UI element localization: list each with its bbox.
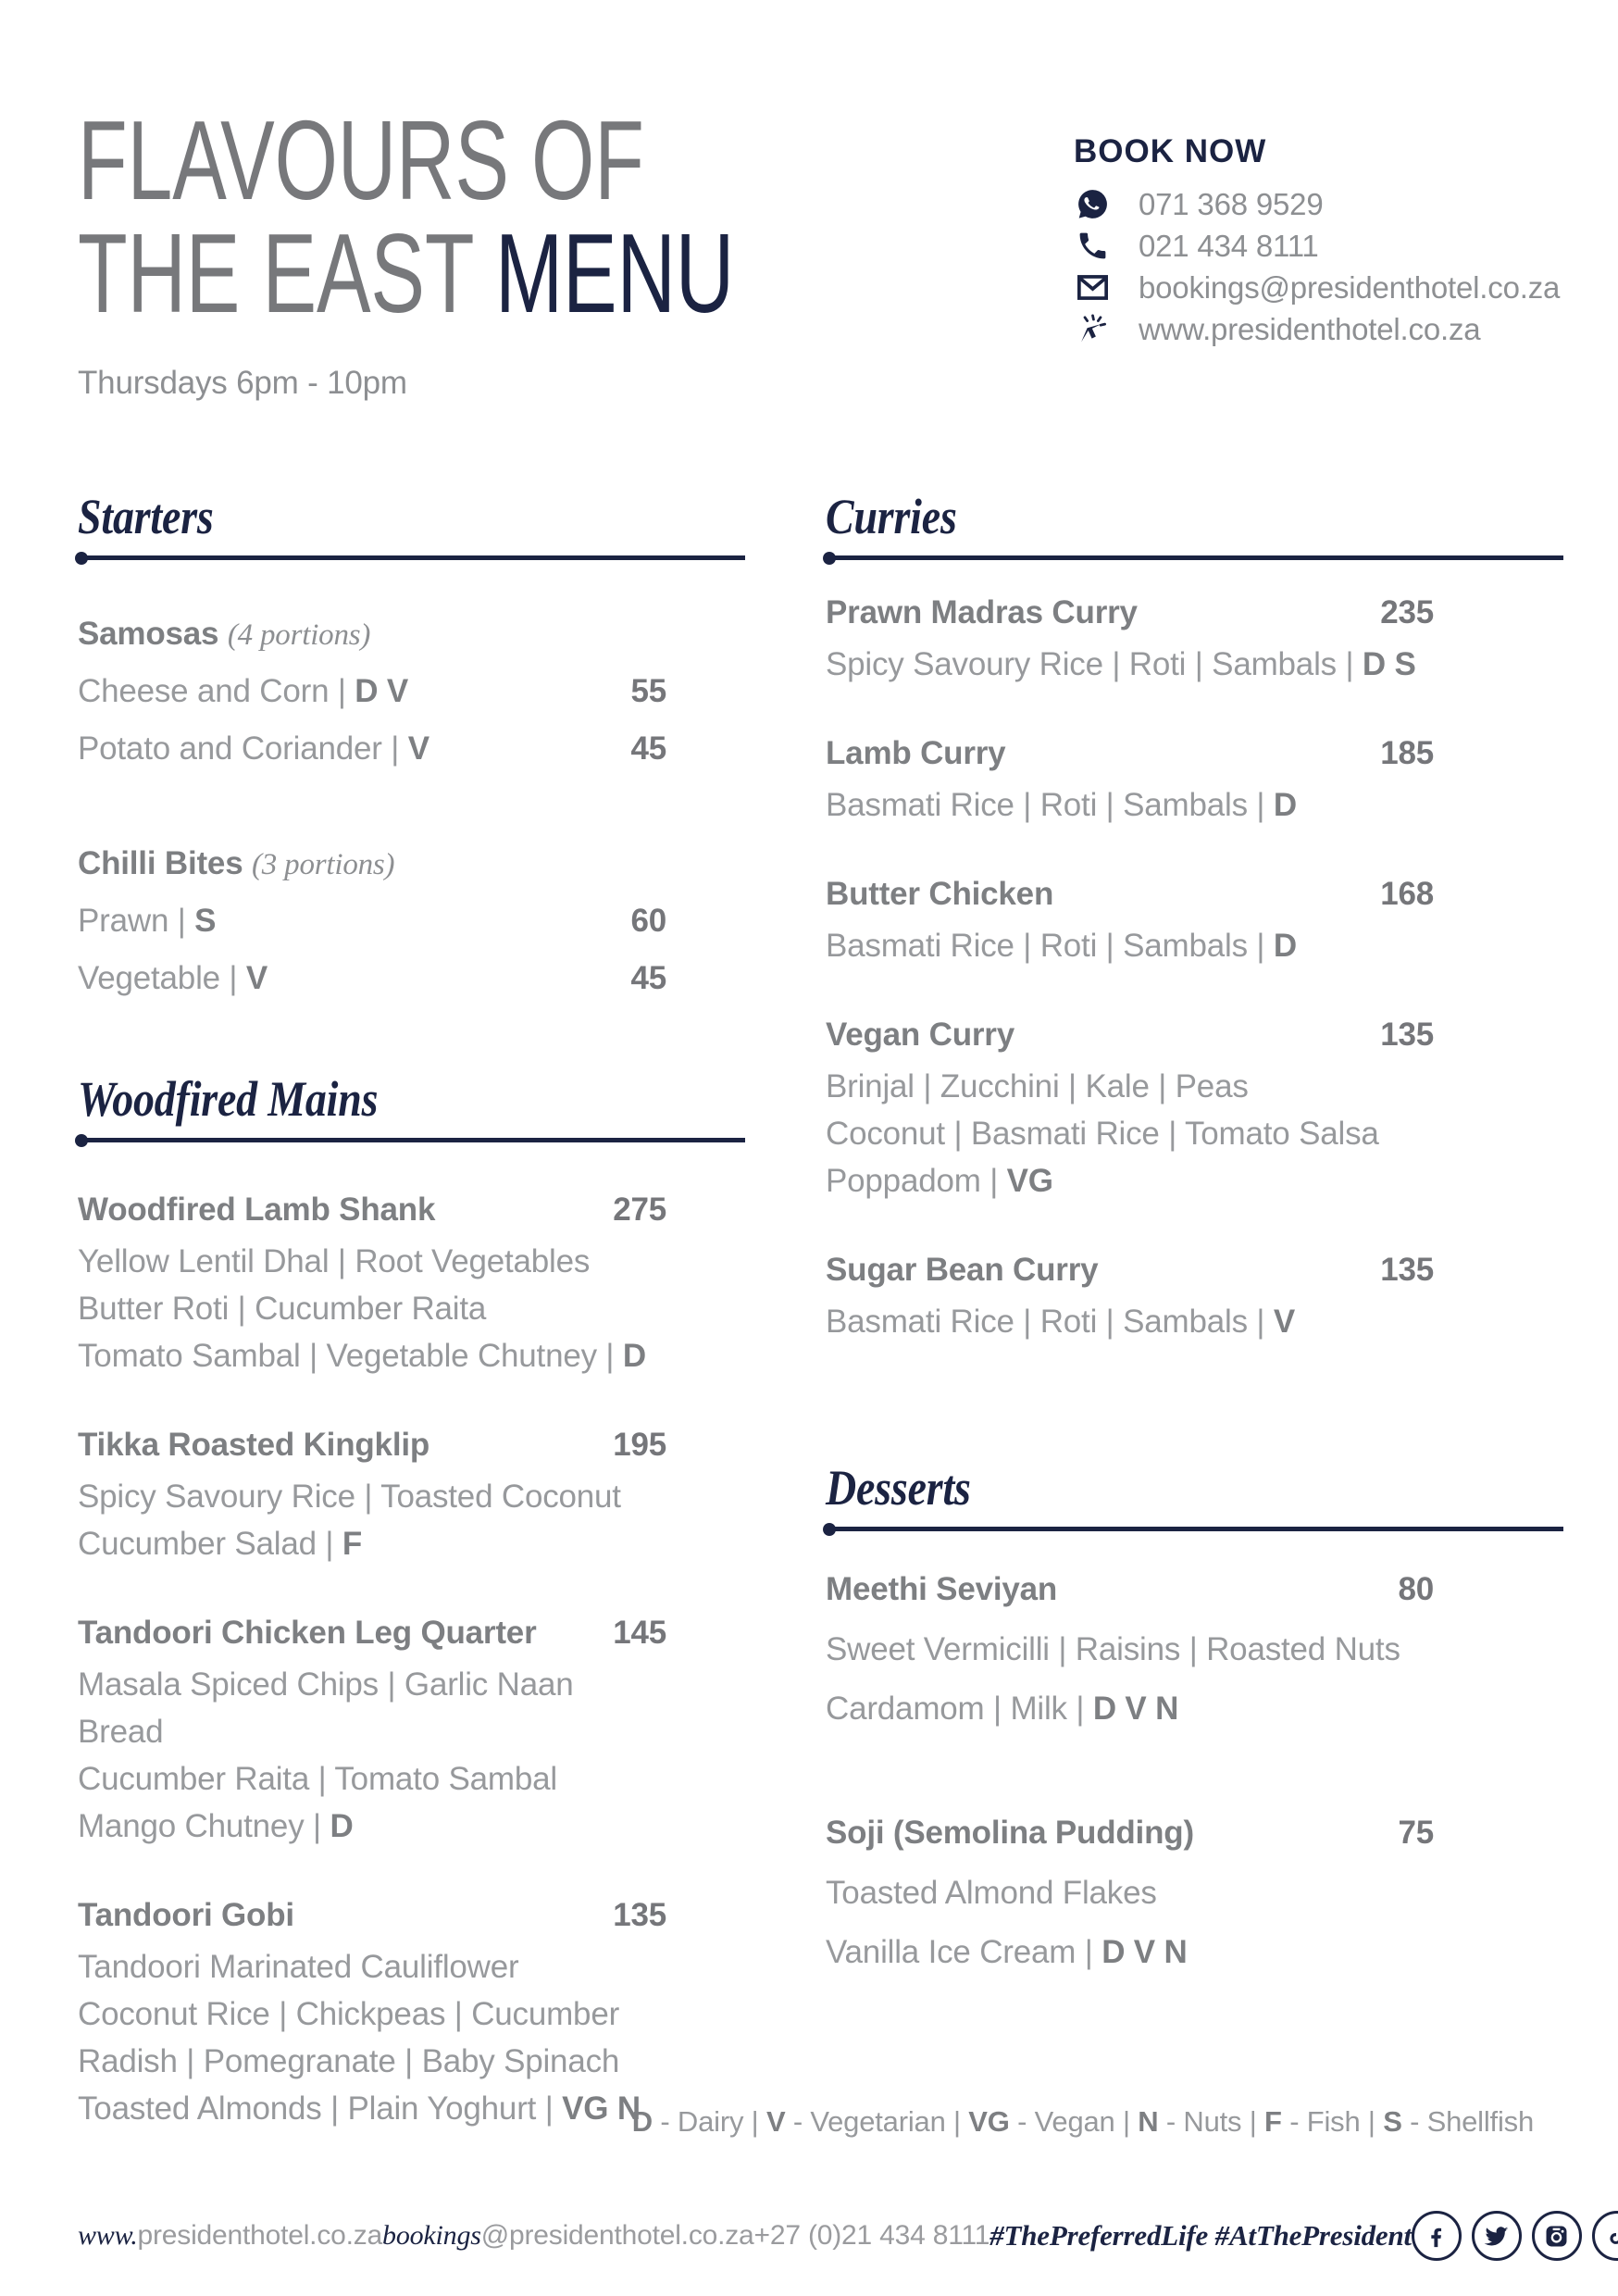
dish-name: Tandoori Chicken Leg Quarter bbox=[78, 1615, 537, 1651]
tiktok-icon bbox=[1602, 2222, 1618, 2251]
menu-item-price: 45 bbox=[630, 960, 666, 996]
contact-row[interactable] bbox=[1074, 308, 1562, 350]
dish-description-line: Basmati Rice | Roti | Sambals | V bbox=[826, 1304, 1295, 1340]
facebook-icon[interactable] bbox=[1412, 2211, 1462, 2261]
footer-hashtags: #ThePreferredLife #AtThePresident bbox=[989, 2219, 1412, 2252]
dish-description-line: Poppadom | VG bbox=[826, 1163, 1053, 1199]
dietary-tags: D bbox=[330, 1808, 354, 1844]
dietary-tags: D V N bbox=[1092, 1691, 1179, 1727]
menu-dish bbox=[78, 1894, 666, 2132]
menu-item bbox=[78, 958, 666, 999]
dietary-tags: D bbox=[622, 1338, 646, 1374]
group-title-row bbox=[78, 614, 666, 655]
facebook-icon bbox=[1422, 2222, 1450, 2251]
dish-header bbox=[826, 873, 1434, 916]
website-icon bbox=[1076, 312, 1110, 346]
section-heading: Woodfired Mains bbox=[78, 1071, 379, 1127]
section-rule bbox=[826, 555, 1563, 560]
menu-dish bbox=[78, 1424, 666, 1567]
dietary-tags: D V N bbox=[1101, 1934, 1188, 1970]
page-title bbox=[78, 97, 735, 336]
title-line-1: FLAVOURS OF bbox=[78, 97, 644, 223]
section-rule bbox=[78, 555, 745, 560]
whatsapp-icon bbox=[1076, 187, 1110, 221]
phone-icon bbox=[1076, 229, 1110, 263]
contact-list bbox=[1074, 183, 1562, 350]
page-header bbox=[78, 97, 1562, 402]
group-title-row bbox=[78, 843, 666, 884]
twitter-icon bbox=[1482, 2222, 1511, 2251]
menu-item bbox=[78, 901, 666, 942]
contact-row[interactable] bbox=[1074, 183, 1562, 225]
dish-description-line: Basmati Rice | Roti | Sambals | D bbox=[826, 787, 1297, 823]
menu-item-price: 55 bbox=[630, 673, 666, 709]
menu-section bbox=[78, 487, 745, 999]
dietary-tags: F bbox=[342, 1526, 363, 1562]
menu-dish bbox=[826, 592, 1434, 688]
group-title: Samosas bbox=[78, 616, 228, 652]
instagram-icon bbox=[1542, 2222, 1571, 2251]
dish-name: Tikka Roasted Kingklip bbox=[78, 1427, 430, 1463]
dish-name: Prawn Madras Curry bbox=[826, 594, 1138, 630]
dish-description-line: Tandoori Marinated Cauliflower bbox=[78, 1949, 519, 1985]
dietary-tags: V bbox=[245, 960, 268, 996]
dish-name: Vegan Curry bbox=[826, 1017, 1014, 1053]
dish-description-line: Vanilla Ice Cream | D V N bbox=[826, 1934, 1188, 1970]
menu-item-name: Cheese and Corn | D V bbox=[78, 673, 409, 709]
dietary-legend: D - Dairy | V - Vegetarian | VG - Vegan | N - Nuts | F - Fish | S - Shellfish bbox=[631, 2105, 1534, 2138]
tiktok-icon[interactable] bbox=[1592, 2211, 1618, 2261]
social-links bbox=[1412, 2211, 1618, 2261]
dish-header bbox=[826, 732, 1434, 775]
dish-price: 195 bbox=[613, 1427, 666, 1463]
dish-description-line: Basmati Rice | Roti | Sambals | D bbox=[826, 928, 1297, 964]
menu-section bbox=[78, 1069, 745, 2132]
title-line-2: THE EAST MENU bbox=[78, 210, 735, 336]
dish-description-line: Cardamom | Milk | D V N bbox=[826, 1691, 1179, 1727]
dish-description-line: Radish | Pomegranate | Baby Spinach bbox=[78, 2043, 620, 2079]
dish-description-line: Tomato Sambal | Vegetable Chutney | D bbox=[78, 1338, 646, 1374]
menu-dish bbox=[826, 1249, 1434, 1345]
dish-description-line: Cucumber Salad | F bbox=[78, 1526, 363, 1562]
legend-key: VG bbox=[968, 2105, 1010, 2138]
dietary-tags: VG bbox=[1006, 1163, 1053, 1199]
legend-key: F bbox=[1264, 2105, 1282, 2138]
dish-description-line: Cucumber Raita | Tomato Sambal bbox=[78, 1761, 557, 1797]
menu-dish bbox=[826, 873, 1434, 969]
booking-block bbox=[1074, 104, 1562, 402]
section-heading: Curries bbox=[826, 489, 957, 544]
dietary-tags: D bbox=[1273, 787, 1297, 823]
menu-section bbox=[826, 487, 1563, 1345]
menu-item-name: Prawn | S bbox=[78, 903, 217, 939]
dish-price: 185 bbox=[1380, 735, 1434, 771]
menu-item-price: 60 bbox=[630, 903, 666, 939]
service-times: Thursdays 6pm - 10pm bbox=[78, 365, 407, 401]
menu-item-name: Potato and Coriander | V bbox=[78, 730, 429, 767]
dish-description-line: Spicy Savoury Rice | Toasted Coconut bbox=[78, 1479, 621, 1515]
email-icon bbox=[1076, 270, 1110, 305]
dietary-tags: V bbox=[407, 730, 429, 767]
dish-price: 135 bbox=[613, 1897, 666, 1933]
dish-name: Soji (Semolina Pudding) bbox=[826, 1815, 1194, 1851]
whatsapp-icon bbox=[1074, 186, 1111, 223]
twitter-icon[interactable] bbox=[1472, 2211, 1522, 2261]
dish-name: Tandoori Gobi bbox=[78, 1897, 294, 1933]
contact-value: 071 368 9529 bbox=[1139, 186, 1324, 221]
contact-value: bookings@presidenthotel.co.za bbox=[1139, 269, 1561, 305]
dish-price: 80 bbox=[1398, 1571, 1434, 1607]
email-icon bbox=[1074, 269, 1111, 306]
dish-description-line: Toasted Almonds | Plain Yoghurt | VG N bbox=[78, 2090, 641, 2127]
section-heading: Desserts bbox=[826, 1460, 971, 1516]
menu-column-left bbox=[78, 487, 745, 2132]
dish-header bbox=[78, 1612, 666, 1654]
menu-section bbox=[826, 1458, 1563, 1976]
dietary-tags: S bbox=[194, 903, 217, 939]
section-body bbox=[78, 1189, 745, 2132]
menu-dish bbox=[826, 732, 1434, 829]
page-footer bbox=[78, 2211, 1574, 2261]
dish-description-line: Coconut | Basmati Rice | Tomato Salsa bbox=[826, 1116, 1379, 1152]
legend-key: S bbox=[1383, 2105, 1402, 2138]
menu-item bbox=[78, 729, 666, 769]
dish-name: Sugar Bean Curry bbox=[826, 1252, 1099, 1288]
instagram-icon[interactable] bbox=[1532, 2211, 1582, 2261]
contact-value: www.presidenthotel.co.za bbox=[1139, 311, 1481, 346]
dietary-tags: D V bbox=[355, 673, 409, 709]
menu-group bbox=[78, 843, 666, 999]
title-accent: MENU bbox=[495, 210, 735, 336]
dish-name: Lamb Curry bbox=[826, 735, 1006, 771]
dish-description-line: Mango Chutney | D bbox=[78, 1808, 354, 1844]
menu-dish bbox=[826, 1568, 1434, 1732]
dish-price: 145 bbox=[613, 1615, 666, 1651]
section-rule bbox=[78, 1138, 745, 1142]
menu-dish bbox=[78, 1189, 666, 1379]
contact-row[interactable] bbox=[1074, 225, 1562, 267]
section-body bbox=[826, 1568, 1563, 1976]
dietary-tags: V bbox=[1273, 1304, 1295, 1340]
legend-key: D bbox=[631, 2105, 653, 2138]
menu-dish bbox=[826, 1014, 1434, 1204]
dish-name: Woodfired Lamb Shank bbox=[78, 1192, 436, 1228]
section-heading: Starters bbox=[78, 489, 214, 544]
footer-email-link[interactable]: bookings@presidenthotel.co.za bbox=[382, 2220, 754, 2251]
legend-key: V bbox=[765, 2105, 786, 2138]
menu-group bbox=[78, 614, 666, 769]
dish-price: 275 bbox=[613, 1192, 666, 1228]
book-now-heading: BOOK NOW bbox=[1074, 133, 1267, 169]
dish-price: 75 bbox=[1398, 1815, 1434, 1851]
legend-key: N bbox=[1138, 2105, 1159, 2138]
dish-price: 135 bbox=[1380, 1017, 1434, 1053]
dish-name: Meethi Seviyan bbox=[826, 1571, 1058, 1607]
contact-row[interactable] bbox=[1074, 267, 1562, 308]
dish-description-line: Yellow Lentil Dhal | Root Vegetables bbox=[78, 1243, 591, 1279]
phone-icon bbox=[1074, 228, 1111, 265]
dish-description-line: Masala Spiced Chips | Garlic Naan Bread bbox=[78, 1666, 574, 1750]
dish-price: 235 bbox=[1380, 594, 1434, 630]
section-body bbox=[826, 592, 1563, 1345]
group-note: (3 portions) bbox=[252, 848, 395, 881]
menu-dish bbox=[78, 1612, 666, 1850]
dish-header bbox=[78, 1189, 666, 1231]
dish-header bbox=[826, 1812, 1434, 1854]
menu-item-name: Vegetable | V bbox=[78, 960, 268, 996]
menu-item-price: 45 bbox=[630, 730, 666, 767]
dish-header bbox=[78, 1424, 666, 1466]
group-note: (4 portions) bbox=[227, 618, 371, 652]
dish-header bbox=[78, 1894, 666, 1937]
footer-website-link[interactable]: www.presidenthotel.co.za bbox=[78, 2220, 383, 2251]
dish-description-line: Toasted Almond Flakes bbox=[826, 1875, 1157, 1911]
dietary-tags: D S bbox=[1362, 646, 1416, 682]
dish-price: 168 bbox=[1380, 876, 1434, 912]
dish-header bbox=[826, 1014, 1434, 1056]
dish-description-line: Sweet Vermicilli | Raisins | Roasted Nuts bbox=[826, 1631, 1400, 1667]
group-title: Chilli Bites bbox=[78, 845, 252, 881]
menu-column-right bbox=[826, 487, 1563, 2132]
dish-description-line: Spicy Savoury Rice | Roti | Sambals | D S bbox=[826, 646, 1416, 682]
contact-value: 021 434 8111 bbox=[1139, 228, 1319, 263]
dish-header bbox=[826, 1568, 1434, 1611]
menu-dish bbox=[826, 1812, 1434, 1976]
dish-header bbox=[826, 1249, 1434, 1292]
section-rule bbox=[826, 1527, 1563, 1531]
dish-name: Butter Chicken bbox=[826, 876, 1054, 912]
dish-description-line: Coconut Rice | Chickpeas | Cucumber bbox=[78, 1996, 620, 2032]
menu-columns bbox=[78, 487, 1562, 2132]
dietary-tags: VG N bbox=[562, 2090, 641, 2127]
footer-phone: +27 (0)21 434 8111 bbox=[753, 2220, 990, 2251]
dish-price: 135 bbox=[1380, 1252, 1434, 1288]
dish-header bbox=[826, 592, 1434, 634]
dish-description-line: Butter Roti | Cucumber Raita bbox=[78, 1291, 487, 1327]
menu-item bbox=[78, 671, 666, 712]
section-body bbox=[78, 614, 745, 999]
title-block bbox=[78, 97, 989, 402]
dietary-tags: D bbox=[1273, 928, 1297, 964]
website-icon bbox=[1074, 311, 1111, 348]
dish-description-line: Brinjal | Zucchini | Kale | Peas bbox=[826, 1068, 1249, 1104]
